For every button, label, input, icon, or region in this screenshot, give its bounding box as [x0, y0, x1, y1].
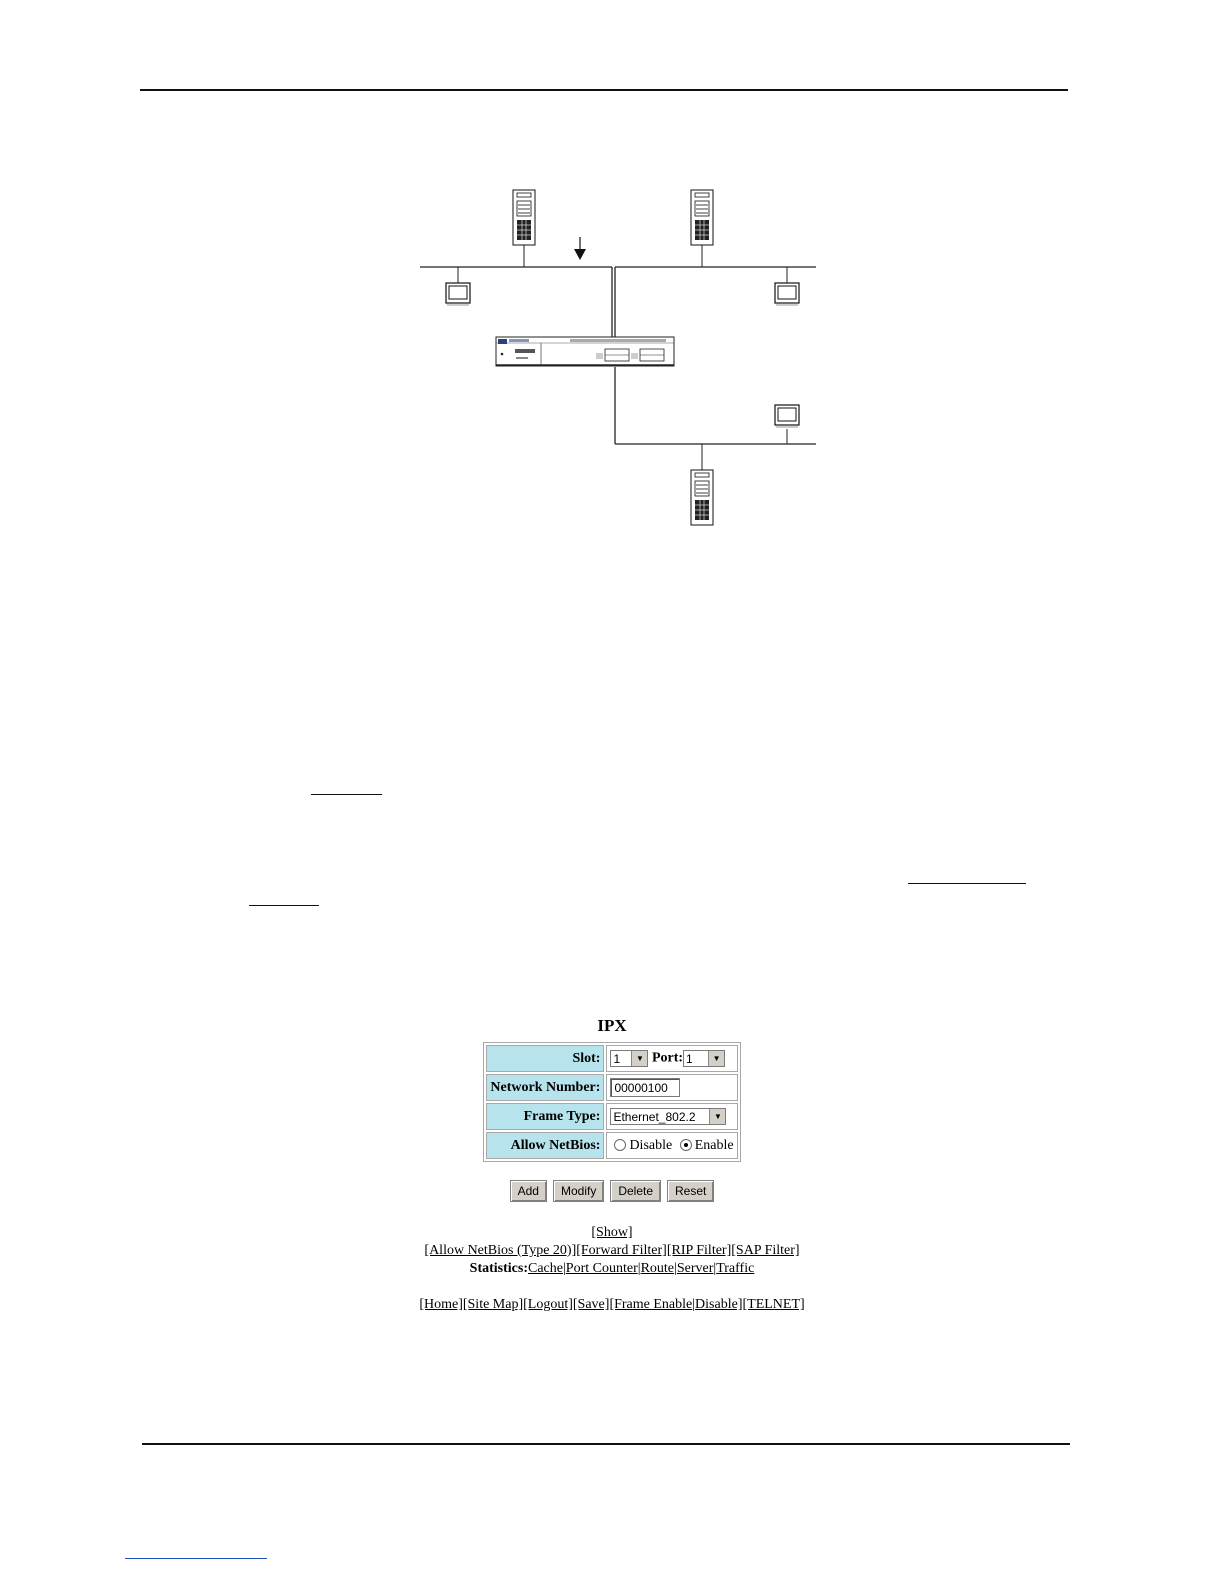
- rip-filter-link[interactable]: [RIP Filter]: [666, 1243, 732, 1258]
- text-underline: [908, 883, 1026, 884]
- chevron-down-icon: ▼: [631, 1051, 647, 1066]
- logout-link[interactable]: [Logout]: [523, 1297, 573, 1312]
- sap-filter-link[interactable]: [SAP Filter]: [731, 1243, 800, 1258]
- modify-button[interactable]: Modify: [553, 1180, 604, 1202]
- text-underline: [249, 905, 319, 906]
- network-number-input[interactable]: 00000100: [610, 1078, 680, 1097]
- frame-type-select[interactable]: [610, 1108, 726, 1125]
- table-row: [486, 1045, 737, 1072]
- save-link[interactable]: [Save]: [572, 1297, 610, 1312]
- server-icon: [513, 190, 535, 245]
- slot-label: Slot:: [486, 1045, 604, 1072]
- arrow-down-icon: [574, 237, 586, 260]
- show-link[interactable]: [Show]: [591, 1225, 633, 1240]
- frame-enable-link[interactable]: [Frame Enable: [609, 1297, 693, 1312]
- site-map-link[interactable]: [Site Map]: [462, 1297, 524, 1312]
- home-link[interactable]: [Home]: [419, 1297, 463, 1312]
- netbios-enable-radio[interactable]: [680, 1139, 692, 1151]
- cache-link[interactable]: Cache: [528, 1261, 563, 1276]
- nav-row: [Home][Site Map][Logout][Save][Frame Enable|Disable][TELNET]: [419, 1297, 805, 1312]
- link-block: [0, 1224, 1224, 1314]
- route-link[interactable]: Route: [640, 1261, 675, 1276]
- table-row: [486, 1074, 737, 1101]
- header-rule: [140, 89, 1068, 91]
- delete-button[interactable]: Delete: [610, 1180, 661, 1202]
- footer-link-underline[interactable]: [125, 1558, 267, 1559]
- switch-chassis-icon: [496, 337, 674, 366]
- forward-filter-link[interactable]: [Forward Filter]: [576, 1243, 667, 1258]
- workstation-icon: [775, 405, 799, 427]
- port-label: Port:: [651, 1050, 684, 1066]
- ipx-title: IPX: [597, 1016, 627, 1035]
- port-counter-link[interactable]: Port Counter: [565, 1261, 638, 1276]
- allow-netbios-cell: [606, 1132, 737, 1159]
- button-row: [0, 1180, 1224, 1202]
- footer-rule: [142, 1443, 1070, 1445]
- allow-netbios-link[interactable]: [Allow NetBios (Type 20)]: [424, 1243, 577, 1258]
- workstation-icon: [775, 283, 799, 305]
- slot-port-cell: [606, 1045, 737, 1072]
- netbios-disable-radio[interactable]: [614, 1139, 626, 1151]
- reset-button[interactable]: Reset: [667, 1180, 714, 1202]
- telnet-link[interactable]: [TELNET]: [742, 1297, 805, 1312]
- ipx-form-table: [483, 1042, 740, 1162]
- slot-select[interactable]: [610, 1050, 648, 1067]
- server-link[interactable]: Server: [676, 1261, 714, 1276]
- allow-netbios-label: Allow NetBios:: [486, 1132, 604, 1159]
- show-row: [0, 1224, 1224, 1242]
- netbios-disable-label: Disable: [629, 1137, 673, 1153]
- port-value: 1: [686, 1052, 693, 1066]
- frame-type-cell: [606, 1103, 737, 1130]
- add-button[interactable]: Add: [510, 1180, 547, 1202]
- chevron-down-icon: ▼: [709, 1109, 725, 1124]
- text-underline: [311, 794, 382, 795]
- slot-value: 1: [613, 1052, 621, 1066]
- filter-links-row: [0, 1242, 1224, 1260]
- table-row: [486, 1103, 737, 1130]
- port-select[interactable]: [683, 1050, 725, 1067]
- workstation-icon: [446, 283, 470, 305]
- server-icon: [691, 470, 713, 525]
- disable-link[interactable]: Disable]: [695, 1297, 743, 1312]
- netbios-enable-label: Enable: [694, 1137, 734, 1153]
- network-number-label: Network Number:: [486, 1074, 604, 1101]
- statistics-label: Statistics:: [469, 1261, 528, 1276]
- table-row: [486, 1132, 737, 1159]
- statistics-row: Statistics:Cache|Port Counter|Route|Server|Traffic: [469, 1261, 755, 1276]
- network-number-cell: [606, 1074, 737, 1101]
- chevron-down-icon: ▼: [708, 1051, 724, 1066]
- server-icon: [691, 190, 713, 245]
- frame-type-label: Frame Type:: [486, 1103, 604, 1130]
- ipx-panel: [0, 1016, 1224, 1314]
- network-diagram: [410, 185, 830, 530]
- frame-type-value: Ethernet_802.2: [613, 1110, 696, 1124]
- traffic-link[interactable]: Traffic: [716, 1261, 755, 1276]
